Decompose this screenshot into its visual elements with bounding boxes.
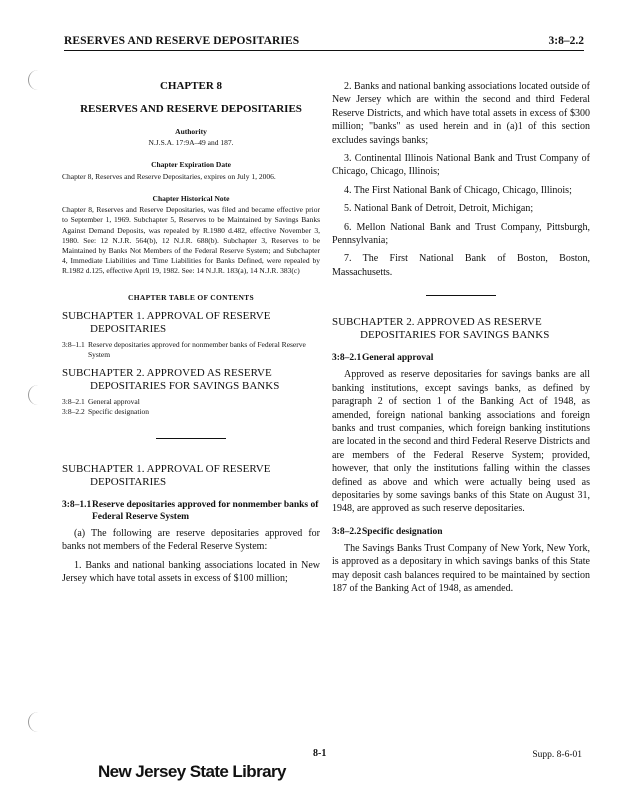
toc-entry: 3:8–1.1 Reserve depositaries approved for nonmember banks of Federal Reserve System [62, 340, 306, 359]
expiration-heading: Chapter Expiration Date [151, 160, 231, 170]
page-number: 8-1 [313, 748, 327, 759]
punch-hole-mark [28, 70, 43, 90]
authority-heading: Authority [175, 126, 207, 136]
running-header [64, 34, 584, 51]
section-heading: 3:8–2.2 Specific designation [332, 526, 443, 537]
supplement-date: Supp. 8-6-01 [532, 750, 582, 760]
toc-entry: 3:8–2.1 General approval [62, 397, 140, 407]
section-divider [156, 438, 226, 439]
toc-subchapter-1: SUBCHAPTER 1. APPROVAL OF RESERVE DEPOSITARIES [62, 310, 271, 336]
paragraph: The Savings Banks Trust Company of New York, New York, is approved as a depositary in which savings banks of this State may deposit cash balances required to be maintained by section 187 of the Banking Act of 1948, as amended. [332, 542, 590, 594]
authority-text: N.J.S.A. 17:9A–49 and 187. [148, 138, 234, 148]
chapter-title: RESERVES AND RESERVE DEPOSITARIES [80, 103, 302, 116]
punch-hole-mark [28, 385, 43, 405]
list-item: 1. Banks and national banking associations located in New Jersey which have total assets in excess of $100 million; [62, 559, 320, 585]
section-heading: 3:8–1.1 Reserve depositaries approved for nonmember banks of Federal Reserve System [62, 500, 319, 523]
history-text: Chapter 8, Reserves and Reserve Depositaries, was filed and became effective prior to September 1, 1969. Subchapter 5, Reserves to be Maintained by Savings Banks Against Demand Deposits, was repealed by R.1980 d.482, effective November 3, 1980. See: 12 N.J.R. 564(b), 12 N.J.R. 688(b). Subchapter 3, Reserves to be Maintained by Banks Not Members of the Federal Reserve System; and Subchapter 4, Immediate Liabilities and Time Liabilities for Banks Defined, were repealed by R.1982 d.125, effective April 19, 1982. See: 14 N.J.R. 183(a), 14 N.J.R. 383(c) [62, 205, 320, 276]
section-divider [426, 295, 496, 296]
toc-subchapter-2: SUBCHAPTER 2. APPROVED AS RESERVE DEPOSITARIES FOR SAVINGS BANKS [62, 367, 280, 393]
toc-entry: 3:8–2.2 Specific designation [62, 406, 150, 416]
list-item: 7. The First National Bank of Boston, Boston, Massachusetts. [332, 253, 590, 278]
header-title: RESERVES AND RESERVE DEPOSITARIES [64, 35, 300, 47]
subchapter-1-heading: SUBCHAPTER 1. APPROVAL OF RESERVE DEPOSITARIES [62, 463, 271, 489]
list-item: 2. Banks and national banking associations located outside of New Jersey which are within the second and third Federal Reserve Districts, and which have total assets in excess of $300 million; "banks" as used herein and in (a)1 of this section excludes savings banks; [332, 81, 590, 146]
list-item: 4. The First National Bank of Chicago, Chicago, Illinois; [344, 184, 572, 196]
list-item: 5. National Bank of Detroit, Detroit, Michigan; [344, 203, 534, 215]
punch-hole-mark [28, 712, 43, 732]
paragraph: Approved as reserve depositaries for savings banks are all banking institutions, except savings banks, as defined by paragraph 2 of section 1 of the Banking Act of 1948, as amended, foreign national banking associations and foreign banks and trust companies, which foreign banking institutions are located in the second and third Federal Reserve Districts and are members of the Federal Reserve System; provided, however, that only the institutions falling within the classes defined as above and which were actually being used as depositaries by some savings banks of this State on August 31, 1948, are approved as such reserve depositaries. [332, 369, 590, 515]
header-section-number: 3:8–2.2 [548, 35, 584, 47]
history-heading: Chapter Historical Note [152, 193, 230, 203]
expiration-text: Chapter 8, Reserves and Reserve Depositaries, expires on July 1, 2006. [62, 171, 276, 181]
left-column [62, 80, 320, 591]
right-column [332, 80, 590, 600]
chapter-number: CHAPTER 8 [159, 80, 223, 92]
toc-heading: CHAPTER TABLE OF CONTENTS [128, 292, 254, 302]
paragraph: (a) The following are reserve depositaries approved for banks not members of the Federal Reserve System: [62, 528, 320, 553]
list-item: 3. Continental Illinois National Bank and Trust Company of Chicago, Chicago, Illinois; [332, 153, 590, 178]
library-stamp: New Jersey State Library [98, 762, 286, 781]
list-item: 6. Mellon National Bank and Trust Company, Pittsburgh, Pennsylvania; [332, 221, 590, 247]
section-heading: 3:8–2.1 General approval [332, 353, 434, 364]
subchapter-2-heading: SUBCHAPTER 2. APPROVED AS RESERVE DEPOSITARIES FOR SAVINGS BANKS [332, 316, 550, 342]
